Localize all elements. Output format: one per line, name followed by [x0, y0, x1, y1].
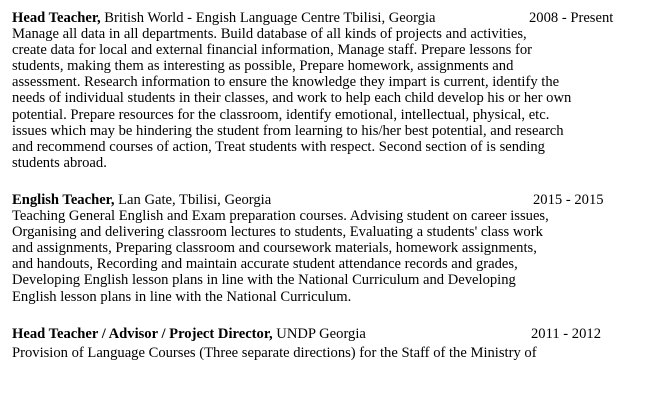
- description-line: English lesson plans in line with the National Curriculum.: [12, 288, 352, 305]
- employer: British World - Engish Language Centre Tbilisi, Georgia: [100, 10, 436, 26]
- description-line: issues which may be hindering the student from learning to his/her best potential, and research: [12, 122, 564, 139]
- description-line: needs of individual students in their classes, and work to help each child develop his or her own: [12, 90, 572, 107]
- experience-entry: [12, 10, 640, 171]
- employer: UNDP Georgia: [272, 325, 366, 342]
- description-line: and handouts, Recording and maintain accurate student attendance records and grades,: [12, 256, 518, 273]
- resume-work-experience: [12, 10, 640, 361]
- description-line: students, making them as interesting as possible, Prepare homework, assignments and: [12, 58, 514, 75]
- job-title: English Teacher,: [12, 191, 115, 208]
- description-line: Manage all data in all departments. Build database of all kinds of projects and activities,: [12, 26, 527, 43]
- employment-dates: 2011 - 2012: [531, 325, 601, 342]
- job-description: [12, 345, 640, 361]
- experience-entry: [12, 192, 640, 305]
- description-line: and assignments, Preparing classroom and coursework materials, homework assignments,: [12, 240, 537, 257]
- experience-entry: [12, 326, 640, 361]
- job-description: [12, 26, 640, 171]
- job-description: [12, 208, 640, 305]
- description-line: Organising and delivering classroom lectures to students, Evaluating a students' class work: [12, 224, 543, 241]
- entry-header: [12, 192, 640, 208]
- description-line: and recommend courses of action, Treat students with respect. Second section of is sending: [12, 138, 545, 155]
- job-title: Head Teacher / Advisor / Project Director,: [12, 325, 273, 342]
- job-title: Head Teacher,: [12, 10, 101, 26]
- description-line: potential. Prepare resources for the classroom, identify emotional, intellectual, physical, etc.: [12, 106, 550, 123]
- entry-header: [12, 10, 640, 26]
- description-line: students abroad.: [12, 154, 107, 171]
- description-line: create data for local and external financial information, Manage staff. Prepare lessons for: [12, 42, 533, 59]
- description-line: Developing English lesson plans in line with the National Curriculum and Developing: [12, 272, 516, 289]
- description-line: Teaching General English and Exam preparation courses. Advising student on career issues,: [12, 208, 549, 225]
- employer: Lan Gate, Tbilisi, Georgia: [114, 191, 272, 208]
- employment-dates: 2008 - Present: [529, 10, 614, 26]
- employment-dates: 2015 - 2015: [533, 191, 604, 208]
- entry-header: [12, 326, 640, 342]
- description-line: Provision of Language Courses (Three separate directions) for the Staff of the Ministry of: [12, 344, 537, 361]
- description-line: assessment. Research information to ensure the knowledge they impart is current, identify the: [12, 74, 560, 91]
